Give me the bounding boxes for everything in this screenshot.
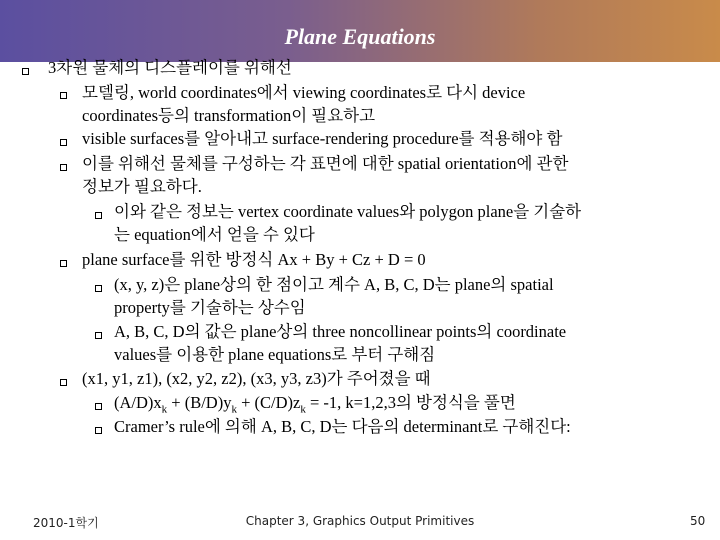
square-bullet-icon xyxy=(95,332,102,339)
bullet-text-continuation: values를 이용한 plane equations로 부터 구해짐 xyxy=(114,345,436,364)
bullet-text: 이와 같은 정보는 vertex coordinate values와 polygon plane을 기술하 xyxy=(114,202,582,221)
square-bullet-icon xyxy=(95,212,102,219)
equation-subscript: k xyxy=(231,403,237,416)
bullet-text: 모델링, world coordinates에서 viewing coordinates로 다시 device xyxy=(82,83,526,102)
bullet-text: 3차원 물체의 디스플레이를 위해선 xyxy=(48,58,292,77)
square-bullet-icon xyxy=(60,139,67,146)
bullet-text: visible surfaces를 알아내고 surface-rendering procedure를 적용해야 함 xyxy=(82,129,563,148)
equation-term: + (C/D)z xyxy=(236,393,301,412)
bullet-text: plane surface를 위한 방정식 Ax + By + Cz + D = 0 xyxy=(82,250,426,269)
square-bullet-icon xyxy=(95,427,102,434)
bullet-text-continuation: 는 equation에서 얻을 수 있다 xyxy=(114,225,315,244)
footer-semester: 2010-1학기 xyxy=(33,516,99,530)
bullet-text-continuation: coordinates등의 transformation이 필요하고 xyxy=(82,106,376,125)
equation-subscript: k xyxy=(161,403,168,416)
equation-term: = -1, k=1,2,3의 방정식을 풀면 xyxy=(305,393,516,412)
square-bullet-icon xyxy=(95,285,102,292)
equation-term: + (B/D)y xyxy=(167,393,232,412)
equation-subscript: k xyxy=(300,403,306,416)
square-bullet-icon xyxy=(22,68,29,75)
slide-title: Plane Equations xyxy=(284,24,436,49)
equation-term: (A/D)x xyxy=(114,393,162,412)
square-bullet-icon xyxy=(60,92,67,99)
bullet-text: 이를 위해선 물체를 구성하는 각 표면에 대한 spatial orientation에 관한 xyxy=(82,154,569,173)
square-bullet-icon xyxy=(60,164,67,171)
square-bullet-icon xyxy=(60,260,67,267)
square-bullet-icon xyxy=(60,379,67,386)
bullet-text: A, B, C, D의 값은 plane상의 three noncollinear points의 coordinate xyxy=(114,322,567,341)
bullet-text-continuation: 정보가 필요하다. xyxy=(82,177,202,196)
page-number: 50 xyxy=(690,514,706,528)
bullet-text-continuation: property를 기술하는 상수임 xyxy=(114,298,306,317)
bullet-text: (x1, y1, z1), (x2, y2, z2), (x3, y3, z3)가 주어졌을 때 xyxy=(82,369,431,388)
bullet-text: (x, y, z)은 plane상의 한 점이고 계수 A, B, C, D는 plane의 spatial xyxy=(114,275,554,294)
footer-chapter: Chapter 3, Graphics Output Primitives xyxy=(245,514,475,528)
bullet-text: Cramer’s rule에 의해 A, B, C, D는 다음의 determinant로 구해진다: xyxy=(114,417,571,436)
square-bullet-icon xyxy=(95,403,102,410)
